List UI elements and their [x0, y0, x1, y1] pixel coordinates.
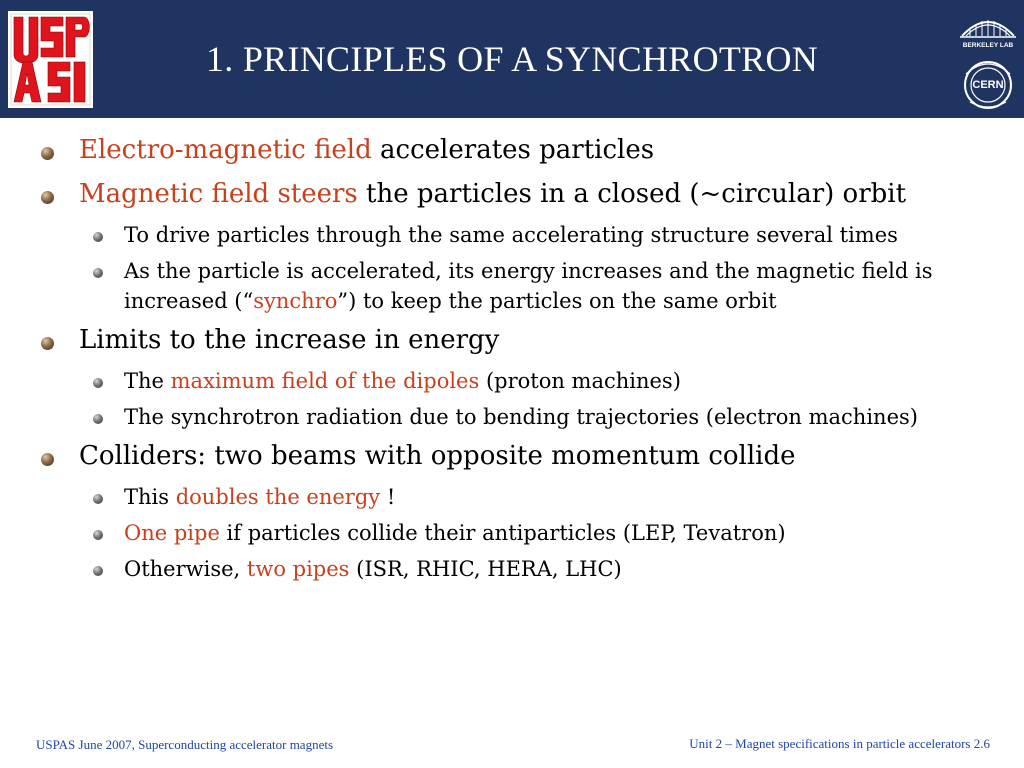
sub-bullet-item — [0, 366, 1024, 396]
sub-bullet-item — [0, 482, 1024, 512]
bullet-text: (ISR, RHIC, HERA, LHC) — [349, 557, 622, 581]
bullet-icon — [41, 453, 54, 466]
slide-title: 1. PRINCIPLES OF A SYNCHROTRON — [205, 39, 819, 79]
highlighted-text: Magnetic field steers — [79, 179, 358, 209]
berkeley-lab-logo — [956, 6, 1020, 50]
bullet-item — [0, 132, 1024, 168]
berkeley-lab-logo-text: BERKELEY LAB — [962, 42, 1014, 49]
bullet-text: the particles in a closed (~circular) orbit — [357, 179, 907, 209]
bullet-text: Otherwise, — [124, 557, 247, 581]
bullet-text: The synchrotron radiation due to bending trajectories (electron machines) — [124, 405, 918, 429]
bullet-text: if particles collide their antiparticles (LEP, Tevatron) — [219, 521, 786, 545]
sub-bullet-item — [0, 402, 1024, 432]
bullet-text: To drive particles through the same accelerating structure several times — [124, 223, 898, 247]
cern-logo-text: CERN — [972, 79, 1004, 91]
highlighted-text: One pipe — [124, 521, 220, 545]
highlighted-text: Electro-magnetic field — [79, 135, 372, 165]
bullet-icon — [41, 147, 54, 160]
bullet-icon — [93, 566, 103, 576]
highlighted-text: two pipes — [246, 557, 350, 581]
bullet-text: Limits to the increase in energy — [79, 325, 500, 355]
highlighted-text: doubles the energy — [175, 485, 381, 509]
bullet-icon — [41, 337, 54, 350]
bullet-item — [0, 438, 1024, 474]
bullet-icon — [93, 378, 103, 388]
highlighted-text: maximum field of the dipoles — [170, 369, 480, 393]
bullet-item — [0, 176, 1024, 212]
bullet-icon — [93, 530, 103, 540]
bullet-icon — [41, 191, 54, 204]
sub-bullet-item — [0, 256, 1024, 316]
bullet-text: This — [124, 485, 176, 509]
bullet-list — [0, 132, 1024, 590]
bullet-text: As the particle is accelerated, its energy increases and the magnetic field is increased (“ — [124, 259, 933, 313]
bullet-icon — [93, 414, 103, 424]
highlighted-text: synchro — [253, 289, 338, 313]
bullet-text: ! — [380, 485, 396, 509]
bullet-icon — [93, 268, 103, 278]
sub-bullet-item — [0, 554, 1024, 584]
bullet-text: accelerates particles — [371, 135, 655, 165]
sub-bullet-item — [0, 220, 1024, 250]
footer-unit-page: Unit 2 – Magnet specifications in particle accelerators 2.6 — [689, 736, 990, 751]
sub-bullet-item — [0, 518, 1024, 548]
bullet-icon — [93, 494, 103, 504]
bullet-text: Colliders: two beams with opposite momentum collide — [79, 441, 796, 471]
bullet-text: ”) to keep the particles on the same orbit — [337, 289, 777, 313]
footer-course: USPAS June 2007, Superconducting accelerator magnets — [36, 737, 334, 752]
bullet-icon — [93, 232, 103, 242]
bullet-text: The — [124, 369, 171, 393]
slide-header — [0, 0, 1024, 118]
bullet-text: (proton machines) — [479, 369, 681, 393]
bullet-item — [0, 322, 1024, 358]
cern-logo — [958, 56, 1018, 112]
